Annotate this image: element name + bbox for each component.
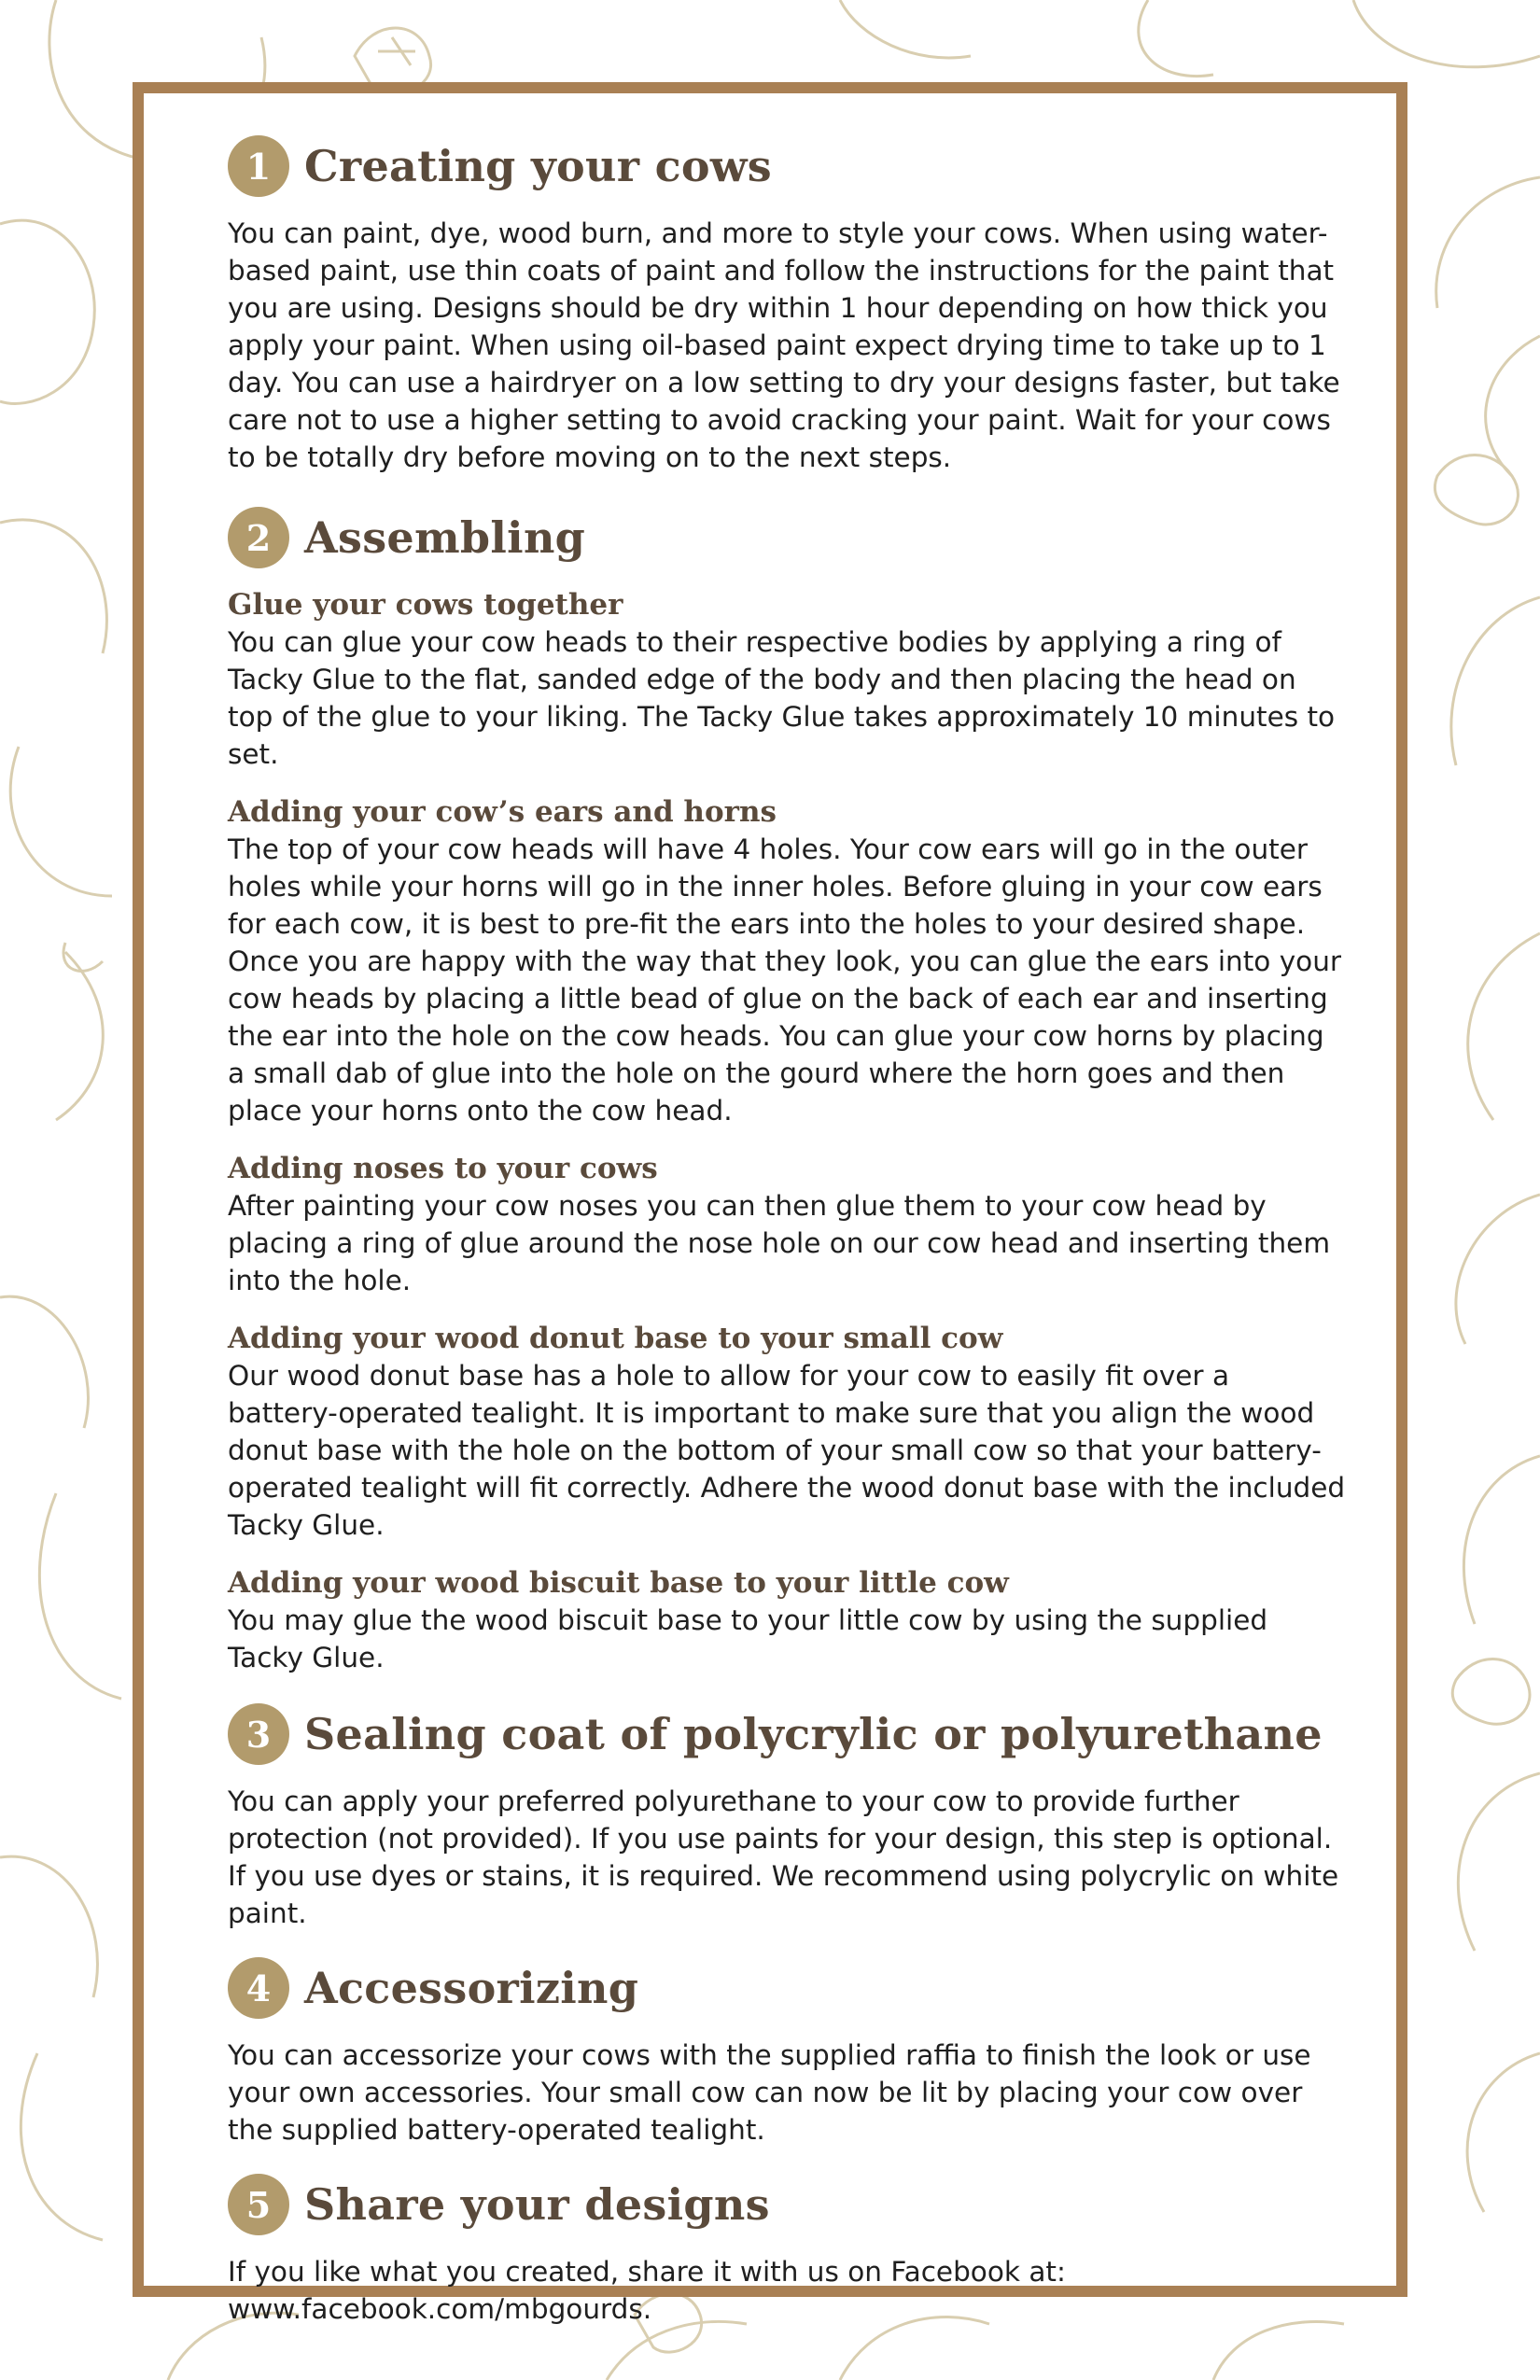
- step-sealing-coat: [228, 1699, 1348, 1932]
- step-creating-your-cows: [228, 131, 1348, 476]
- subsection-text: After painting your cow noses you can then glue them to your cow head by placing a ring of glue around the nose hole on our cow head and inserting them into the hole.: [228, 1190, 1331, 1296]
- step-share-your-designs: [228, 2169, 1348, 2328]
- subsection-noses: [228, 1150, 1348, 1299]
- subsection-text: Our wood donut base has a hole to allow for your cow to easily fit over a battery-operated tealight. It is important to make sure that you align the wood donut base with the hole on the bottom of your small cow so that your battery-operated tealight will fit correctly. Adhere the wood donut base with the included Tacky Glue.: [228, 1360, 1346, 1541]
- instruction-card: [133, 82, 1407, 2325]
- step-title: Sealing coat of polycrylic or polyurethane: [304, 1709, 1323, 1759]
- subsection-title: Adding your cow’s ears and horns: [228, 795, 777, 829]
- subsection-title: Adding your wood donut base to your small cow: [228, 1322, 1003, 1355]
- step-header: [228, 1699, 1348, 1770]
- subsection-text: You may glue the wood biscuit base to your little cow by using the supplied Tacky Glue.: [228, 1604, 1268, 1673]
- step-title: Creating your cows: [304, 141, 772, 191]
- subsection-title: Glue your cows together: [228, 588, 623, 622]
- subsection-donut-base: [228, 1320, 1348, 1544]
- step-title: Share your designs: [304, 2179, 770, 2230]
- step-title: Assembling: [304, 512, 586, 563]
- subsection-title: Adding noses to your cows: [228, 1152, 658, 1185]
- step-header: [228, 502, 1348, 573]
- instruction-content: [228, 131, 1348, 2328]
- step-paragraph: You can paint, dye, wood burn, and more to style your cows. When using water-based paint, use thin coats of paint and follow the instructions for the paint that you are using. Designs should be dry within 1 hour depending on how thick you apply your paint. When using oil-based paint expect drying time to take up to 1 day. You can use a hairdryer on a low setting to dry your designs faster, but take care not to use a higher setting to avoid cracking your paint. Wait for your cows to be totally dry before moving on to the next steps.: [228, 217, 1340, 473]
- subsection-ears-and-horns: [228, 793, 1348, 1129]
- step-paragraph: If you like what you created, share it with us on Facebook at: www.facebook.com/mbgourds.: [228, 2256, 1066, 2325]
- subsection-glue-cows-together: [228, 586, 1348, 773]
- step-header: [228, 1953, 1348, 2023]
- step-header: [228, 131, 1348, 202]
- step-assembling: [228, 502, 1348, 1676]
- step-number-badge: 3: [228, 1703, 289, 1765]
- subsection-biscuit-base: [228, 1564, 1348, 1676]
- step-number-badge: 4: [228, 1957, 289, 2019]
- step-number-badge: 5: [228, 2174, 289, 2235]
- step-header: [228, 2169, 1348, 2240]
- step-title: Accessorizing: [304, 1963, 639, 2013]
- subsection-text: You can glue your cow heads to their respective bodies by applying a ring of Tacky Glue to the flat, sanded edge of the body and then placing the head on top of the glue to your liking. The Tacky Glue takes approximately 10 minutes to set.: [228, 626, 1336, 770]
- step-number-badge: 1: [228, 135, 289, 197]
- step-paragraph: You can accessorize your cows with the supplied raffia to finish the look or use your own accessories. Your small cow can now be lit by placing your cow over the supplied battery-operated tealight.: [228, 2039, 1311, 2146]
- step-paragraph: You can apply your preferred polyurethane to your cow to provide further protection (not provided). If you use paints for your design, this step is optional. If you use dyes or stains, it is required. We recommend using polycrylic on white paint.: [228, 1785, 1339, 1929]
- subsection-text: The top of your cow heads will have 4 holes. Your cow ears will go in the outer holes while your horns will go in the inner holes. Before gluing in your cow ears for each cow, it is best to pre-fit the ears into the holes to your desired shape. Once you are happy with the way that they look, you can glue the ears into your cow heads by placing a little bead of glue on the back of each ear and inserting the ear into the hole on the cow heads. You can glue your cow horns by placing a small dab of glue into the hole on the gourd where the horn goes and then place your horns onto the cow head.: [228, 833, 1342, 1127]
- step-number-badge: 2: [228, 507, 289, 568]
- step-accessorizing: [228, 1953, 1348, 2149]
- subsection-title: Adding your wood biscuit base to your little cow: [228, 1566, 1009, 1600]
